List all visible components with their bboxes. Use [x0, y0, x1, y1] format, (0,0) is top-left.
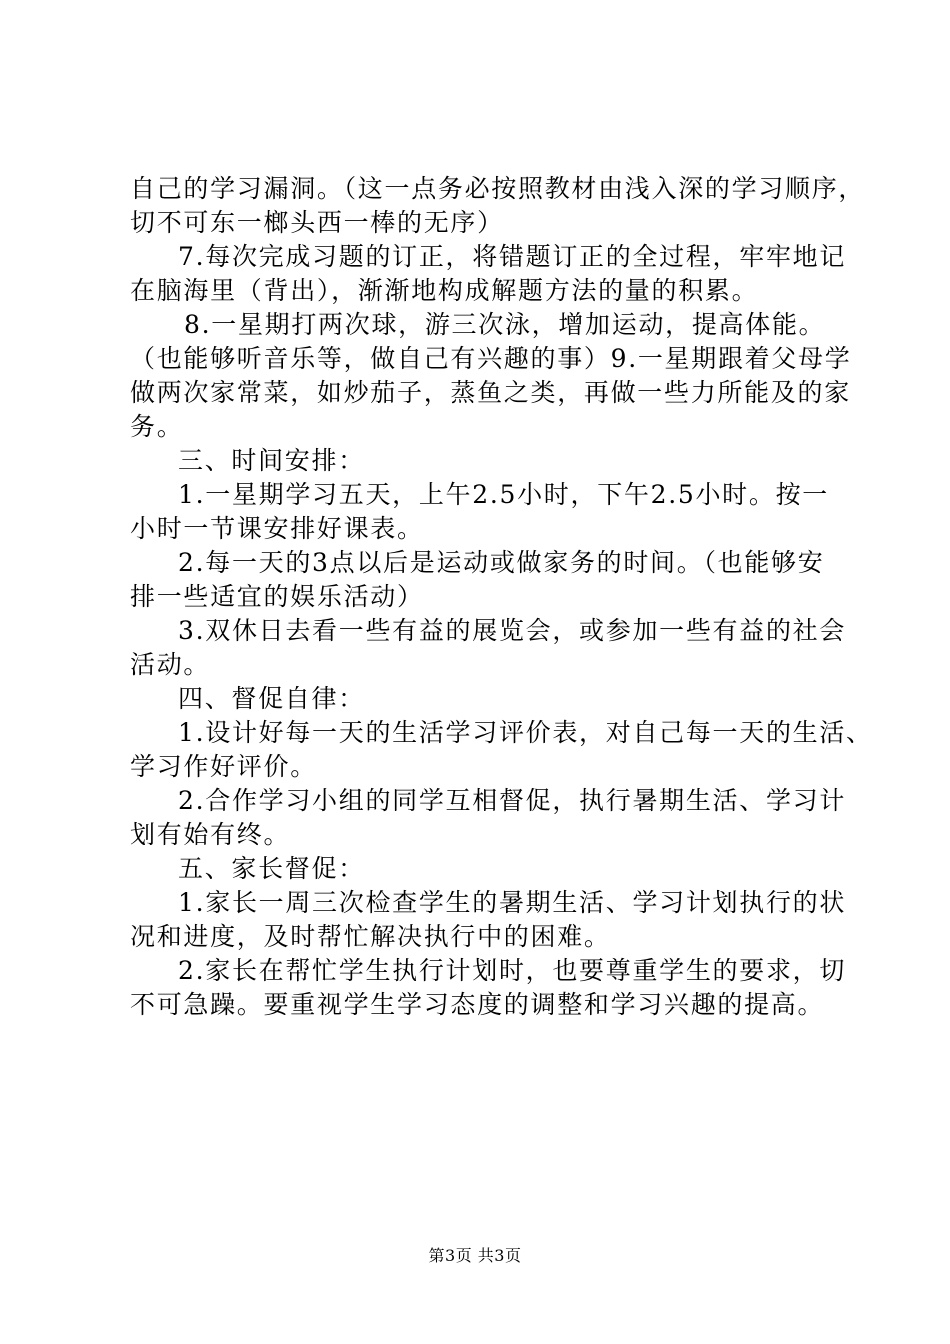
section-heading: 五、家长督促： [178, 854, 365, 883]
text-line: 况和进度，及时帮忙解决执行中的困难。 [130, 922, 611, 951]
text-line: 务。 [130, 412, 184, 441]
text-line: 2.每一天的3点以后是运动或做家务的时间。（也能够安 [178, 548, 825, 577]
text-line: 划有始有终。 [130, 820, 291, 849]
text-line: 1.一星期学习五天，上午2.5小时，下午2.5小时。按一 [178, 480, 829, 509]
text-line: （也能够听音乐等，做自己有兴趣的事）9.一星期跟着父母学 [130, 344, 852, 373]
text-line: 2.合作学习小组的同学互相督促，执行暑期生活、学习计 [178, 786, 847, 815]
text-line: 在脑海里（背出），渐渐地构成解题方法的量的积累。 [130, 276, 759, 305]
text-line: 1.家长一周三次检查学生的暑期生活、学习计划执行的状 [178, 888, 847, 917]
text-line: 小时一节课安排好课表。 [130, 514, 424, 543]
text-line: 做两次家常菜，如炒茄子，蒸鱼之类，再做一些力所能及的家 [130, 378, 851, 407]
section-heading: 三、时间安排： [178, 446, 365, 475]
text-line: 活动。 [130, 650, 211, 679]
text-line: 自己的学习漏洞。（这一点务必按照教材由浅入深的学习顺序， [130, 174, 866, 203]
section-heading: 四、督促自律： [178, 684, 365, 713]
text-line: 8.一星期打两次球，游三次泳，增加运动，提高体能。 [184, 310, 826, 339]
text-line: 7.每次完成习题的订正，将错题订正的全过程，牢牢地记 [178, 242, 847, 271]
text-line: 学习作好评价。 [130, 752, 317, 781]
text-line: 3.双休日去看一些有益的展览会，或参加一些有益的社会 [178, 616, 847, 645]
text-line: 1.设计好每一天的生活学习评价表，对自己每一天的生活、 [178, 718, 873, 747]
page-number-footer: 第3页 共3页 [428, 1246, 522, 1265]
text-line: 切不可东一榔头西一棒的无序） [130, 208, 504, 237]
text-line: 2.家长在帮忙学生执行计划时，也要尊重学生的要求，切 [178, 956, 847, 985]
text-line: 不可急躁。要重视学生学习态度的调整和学习兴趣的提高。 [130, 990, 825, 1019]
text-line: 排一些适宜的娱乐活动） [130, 582, 424, 611]
